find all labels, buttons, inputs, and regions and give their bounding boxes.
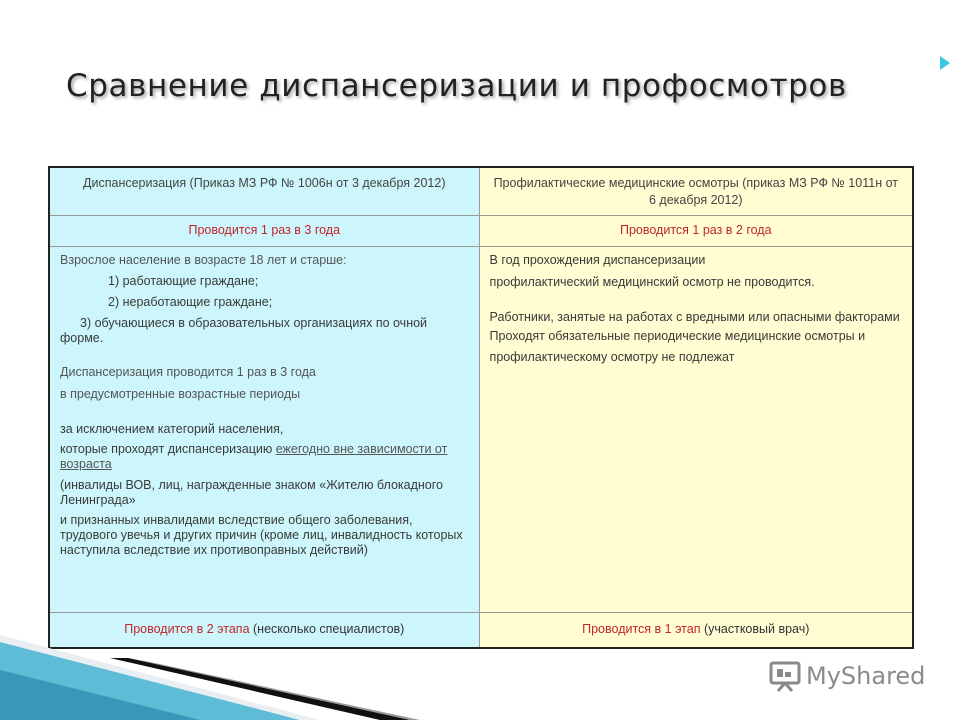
watermark-logo xyxy=(768,659,925,693)
text-line: Работники, занятые на работах с вредными или опасными факторами xyxy=(489,309,900,324)
text-line: 3) обучающиеся в образовательных организациях по очной форме. xyxy=(60,315,428,345)
comparison-table xyxy=(48,166,914,649)
stage-right-cell xyxy=(479,612,913,648)
text-line: профилактическому осмотру не подлежат xyxy=(489,349,735,364)
header-left-cell: Диспансеризация (Приказ МЗ РФ № 1006н от 3 декабря 2012) xyxy=(49,167,479,215)
text-line: 1) работающие граждане; xyxy=(108,273,259,288)
text-line: Взрослое население в возрасте 18 лет и старше: xyxy=(60,252,347,267)
slide-title: Сравнение диспансеризации и профосмотров xyxy=(66,68,847,104)
table-row-body xyxy=(49,246,913,612)
text-line: за исключением категорий населения, xyxy=(60,421,284,436)
decorative-ribbon xyxy=(0,580,420,720)
body-right-cell xyxy=(479,246,913,612)
text-span: которые проходят диспансеризацию xyxy=(60,441,276,456)
frequency-right-cell: Проводится 1 раз в 2 года xyxy=(479,215,913,246)
text-line: В год прохождения диспансеризации xyxy=(489,252,706,267)
stage-right-highlight: Проводится в 1 этап xyxy=(582,621,701,636)
body-left-cell xyxy=(49,246,479,612)
table-row-frequency xyxy=(49,215,913,246)
header-right-cell: Профилактические медицинские осмотры (приказ МЗ РФ № 1011н от 6 декабря 2012) xyxy=(479,167,913,215)
watermark-text: MyShared xyxy=(806,662,926,690)
text-line xyxy=(60,442,471,472)
text-line: Проходят обязательные периодические медицинские осмотры и xyxy=(489,328,866,343)
text-line: и признанных инвалидами вследствие общего заболевания, трудового увечья и других причин (кроме лиц, инвалидность которых наступила вследствие их противоправных действий) xyxy=(60,512,463,557)
text-line: 2) неработающие граждане; xyxy=(108,294,273,309)
frequency-left-cell: Проводится 1 раз в 3 года xyxy=(49,215,479,246)
text-line: (инвалиды ВОВ, лиц, награжденные знаком «Жителю блокадного Ленинграда» xyxy=(60,477,443,507)
stage-left-highlight: Проводится в 2 этапа xyxy=(124,621,250,636)
presentation-icon xyxy=(768,659,802,693)
text-line: в предусмотренные возрастные периоды xyxy=(60,386,301,401)
text-line: профилактический медицинский осмотр не проводится. xyxy=(489,274,815,289)
stage-left-note: (несколько специалистов) xyxy=(249,621,405,636)
underlined-text: ежегодно вне зависимости от возраста xyxy=(60,441,448,471)
table-row-header xyxy=(49,167,913,215)
stage-right-note: (участковый врач) xyxy=(700,621,810,636)
text-line: Диспансеризация проводится 1 раз в 3 года xyxy=(60,364,316,379)
